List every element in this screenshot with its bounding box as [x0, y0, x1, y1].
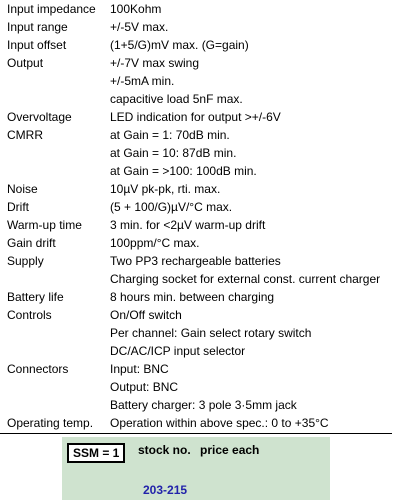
- spec-label: Gain drift: [7, 236, 56, 250]
- spec-row: [7, 0, 397, 18]
- spec-row: [7, 198, 397, 216]
- spec-row: [7, 162, 397, 180]
- spec-value: On/Off switch: [110, 308, 182, 322]
- spec-value: at Gain = 1: 70dB min.: [110, 128, 230, 142]
- spec-value: 3 min. for <2µV warm-up drift: [110, 218, 266, 232]
- spec-label: Battery life: [7, 290, 64, 304]
- price-each-label: price each: [200, 443, 260, 457]
- spec-label: CMRR: [7, 128, 43, 142]
- spec-row: [7, 342, 397, 360]
- specifications-table: [7, 0, 397, 432]
- spec-label: [7, 270, 110, 288]
- spec-row: [7, 90, 397, 108]
- spec-value: 100ppm/°C max.: [110, 236, 200, 250]
- spec-value: Input: BNC: [110, 362, 169, 376]
- spec-value: 100Kohm: [110, 2, 162, 16]
- stock-no-label: stock no.: [138, 443, 191, 457]
- spec-label: Operating temp.: [7, 416, 94, 430]
- spec-label: Noise: [7, 182, 38, 196]
- spec-label: Input offset: [7, 38, 67, 52]
- spec-label: [7, 378, 110, 396]
- spec-row: [7, 18, 397, 36]
- spec-label: Overvoltage: [7, 110, 72, 124]
- spec-value: 8 hours min. between charging: [110, 290, 275, 304]
- spec-row: [7, 324, 397, 342]
- spec-row: [7, 306, 397, 324]
- spec-row: [7, 414, 397, 432]
- spec-row: [7, 288, 397, 306]
- model-badge: SSM = 1: [67, 443, 125, 463]
- spec-row: [7, 144, 397, 162]
- spec-label: [7, 342, 110, 360]
- spec-value: Battery charger: 3 pole 3·5mm jack: [110, 398, 297, 412]
- spec-row: [7, 36, 397, 54]
- spec-value: +/-5mA min.: [110, 74, 175, 88]
- spec-value: Operation within above spec.: 0 to +35°C: [110, 416, 329, 430]
- spec-label: [7, 162, 110, 180]
- spec-row: [7, 72, 397, 90]
- spec-row: [7, 396, 397, 414]
- spec-row: [7, 360, 397, 378]
- spec-value: DC/AC/ICP input selector: [110, 344, 246, 358]
- stock-number: 203-215: [143, 483, 188, 497]
- spec-value: capacitive load 5nF max.: [110, 92, 243, 106]
- spec-value: Two PP3 rechargeable batteries: [110, 254, 281, 268]
- spec-row: [7, 252, 397, 270]
- spec-row: [7, 216, 397, 234]
- spec-label: Drift: [7, 200, 29, 214]
- spec-value: LED indication for output >+/-6V: [110, 110, 281, 124]
- spec-label: Warm-up time: [7, 218, 82, 232]
- spec-value: at Gain = 10: 87dB min.: [110, 146, 237, 160]
- spec-value: Per channel: Gain select rotary switch: [110, 326, 312, 340]
- spec-value: Output: BNC: [110, 380, 179, 394]
- spec-row: [7, 180, 397, 198]
- spec-value: at Gain = >100: 100dB min.: [110, 164, 257, 178]
- spec-label: Output: [7, 56, 44, 70]
- spec-value: +/-7V max swing: [110, 56, 200, 70]
- spec-row: [7, 54, 397, 72]
- spec-value: (1+5/G)mV max. (G=gain): [110, 38, 249, 52]
- spec-row: [7, 108, 397, 126]
- spec-value: 10µV pk-pk, rti. max.: [110, 182, 221, 196]
- spec-value: Charging socket for external const. current charger: [110, 272, 381, 286]
- spec-label: [7, 324, 110, 342]
- spec-label: [7, 90, 110, 108]
- spec-label: Controls: [7, 308, 52, 322]
- spec-value: (5 + 100/G)µV/°C max.: [110, 200, 233, 214]
- spec-row: [7, 378, 397, 396]
- spec-label: [7, 144, 110, 162]
- spec-label: Input range: [7, 20, 68, 34]
- spec-label: Input impedance: [7, 2, 96, 16]
- order-info-box: [62, 437, 330, 500]
- spec-label: [7, 396, 110, 414]
- spec-label: Connectors: [7, 362, 69, 376]
- spec-row: [7, 234, 397, 252]
- spec-row: [7, 270, 397, 288]
- spec-row: [7, 126, 397, 144]
- spec-label: [7, 72, 110, 90]
- spec-label: Supply: [7, 254, 44, 268]
- section-divider: [0, 433, 392, 434]
- spec-value: +/-5V max.: [110, 20, 169, 34]
